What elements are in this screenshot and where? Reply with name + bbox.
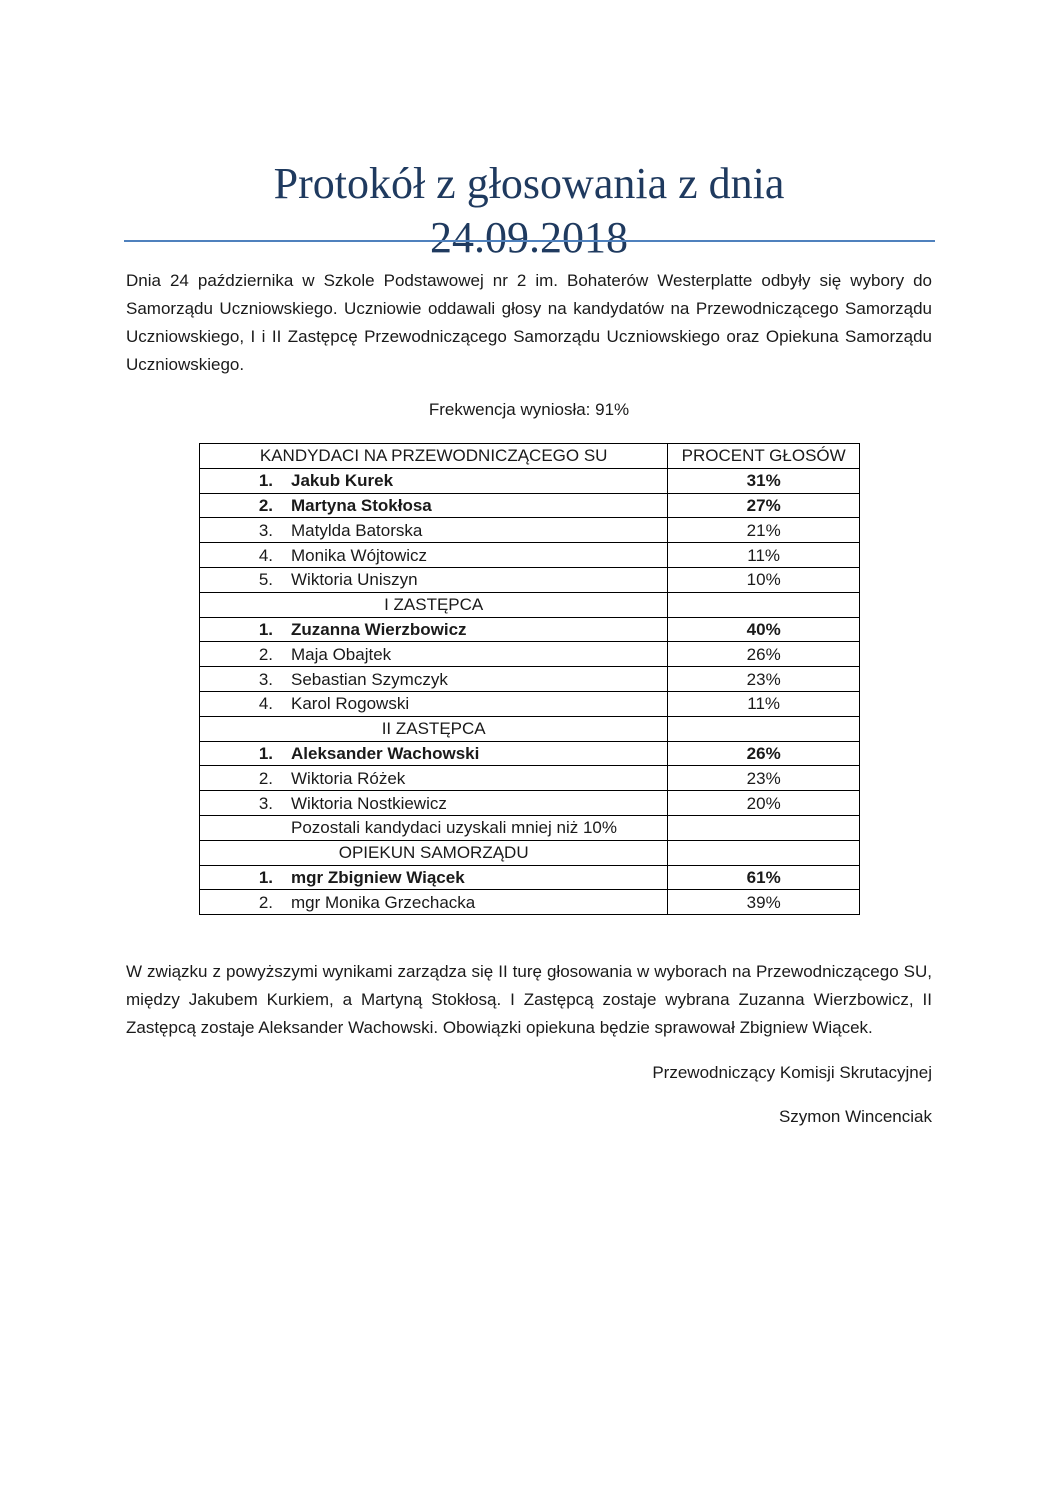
conclusion-paragraph: W związku z powyższymi wynikami zarządza się II turę głosowania w wyborach na Przewodniczącego SU, między Jakubem Kurkiem, a Martyną Stokłosą. I Zastępcą zostaje wybrana Zuzanna Wierzbowicz, II Zastępcą zostaje Aleksander Wachowski. Obowiązki opiekuna będzie sprawował Zbigniew Wiącek. [126, 962, 932, 1037]
table-row [200, 642, 860, 667]
row-number: 1. [258, 867, 273, 887]
title-line-1: Protokół z głosowania z dnia [273, 159, 785, 209]
vote-percent: 40% [668, 617, 860, 642]
table-row [200, 617, 860, 642]
table-row [200, 493, 860, 518]
title-line-2: 24.09.2018 [430, 213, 628, 263]
vote-percent: 23% [668, 667, 860, 692]
empty-cell [668, 716, 860, 741]
table-row [200, 766, 860, 791]
section-row-deputy2 [200, 716, 860, 741]
candidate-name: Matylda Batorska [291, 520, 423, 540]
candidate-name: Wiktoria Nostkiewicz [291, 793, 447, 813]
note-row [200, 815, 860, 840]
vote-percent: 10% [668, 567, 860, 592]
table-row [200, 468, 860, 493]
table-header-row [200, 444, 860, 469]
candidate-name: Wiktoria Uniszyn [291, 570, 418, 590]
candidate-name: Monika Wójtowicz [291, 545, 428, 565]
row-number: 2. [258, 495, 273, 515]
row-number: 3. [258, 669, 273, 689]
candidate-name: mgr Zbigniew Wiącek [291, 867, 465, 887]
section-title-deputy2: II ZASTĘPCA [200, 716, 668, 741]
candidate-name: Zuzanna Wierzbowicz [291, 619, 467, 639]
row-number: 3. [258, 793, 273, 813]
header-candidates: KANDYDACI NA PRZEWODNICZĄCEGO SU [200, 444, 668, 469]
section-title-advisor: OPIEKUN SAMORZĄDU [200, 840, 668, 865]
vote-percent: 31% [668, 468, 860, 493]
table-row [200, 691, 860, 716]
vote-percent: 61% [668, 865, 860, 890]
vote-percent: 21% [668, 518, 860, 543]
table-row [200, 667, 860, 692]
header-percent: PROCENT GŁOSÓW [668, 444, 860, 469]
candidate-name: Martyna Stokłosa [291, 495, 432, 515]
row-number: 1. [258, 743, 273, 763]
vote-percent: 23% [668, 766, 860, 791]
signature-role: Przewodniczący Komisji Skrutacyjnej [652, 1063, 932, 1082]
candidate-name: Aleksander Wachowski [291, 743, 480, 763]
row-number: 2. [258, 892, 273, 912]
vote-percent: 11% [668, 543, 860, 568]
row-number: 1. [258, 619, 273, 639]
vote-percent: 20% [668, 791, 860, 816]
row-number: 4. [258, 694, 273, 714]
table-row [200, 865, 860, 890]
candidate-name: Maja Obajtek [291, 644, 392, 664]
turnout-line: Frekwencja wyniosła: 91% [428, 400, 630, 419]
empty-cell [668, 815, 860, 840]
vote-percent: 27% [668, 493, 860, 518]
row-number: 5. [258, 570, 273, 590]
table-row [200, 518, 860, 543]
title-underline [124, 240, 935, 242]
row-number: 2. [258, 768, 273, 788]
row-number: 4. [258, 545, 273, 565]
row-number: 1. [258, 471, 273, 491]
vote-percent: 11% [668, 691, 860, 716]
candidate-name: Karol Rogowski [291, 694, 410, 714]
empty-cell [668, 592, 860, 617]
table-row [200, 741, 860, 766]
other-candidates-note: Pozostali kandydaci uzyskali mniej niż 10% [291, 818, 617, 838]
table-row [200, 890, 860, 915]
document-title [124, 157, 934, 265]
candidate-name: mgr Monika Grzechacka [291, 892, 476, 912]
candidate-name: Jakub Kurek [291, 471, 394, 491]
section-row-deputy1 [200, 592, 860, 617]
table-row [200, 543, 860, 568]
row-number: 3. [258, 520, 273, 540]
candidate-name: Wiktoria Różek [291, 768, 406, 788]
results-table [199, 443, 860, 915]
vote-percent: 26% [668, 642, 860, 667]
table-row [200, 791, 860, 816]
section-row-advisor [200, 840, 860, 865]
vote-percent: 39% [668, 890, 860, 915]
empty-cell [668, 840, 860, 865]
vote-percent: 26% [668, 741, 860, 766]
table-row [200, 567, 860, 592]
section-title-deputy1: I ZASTĘPCA [200, 592, 668, 617]
signature-name: Szymon Wincenciak [778, 1107, 932, 1126]
candidate-name: Sebastian Szymczyk [291, 669, 448, 689]
intro-paragraph: Dnia 24 października w Szkole Podstawowej nr 2 im. Bohaterów Westerplatte odbyły się wybory do Samorządu Uczniowskiego. Uczniowie oddawali głosy na kandydatów na Przewodniczącego Samorządu Uczniowskiego, I i II Zastępcę Przewodniczącego Samorządu Uczniowskiego oraz Opiekuna Samorządu Uczniowskiego. [126, 271, 932, 374]
row-number: 2. [258, 644, 273, 664]
